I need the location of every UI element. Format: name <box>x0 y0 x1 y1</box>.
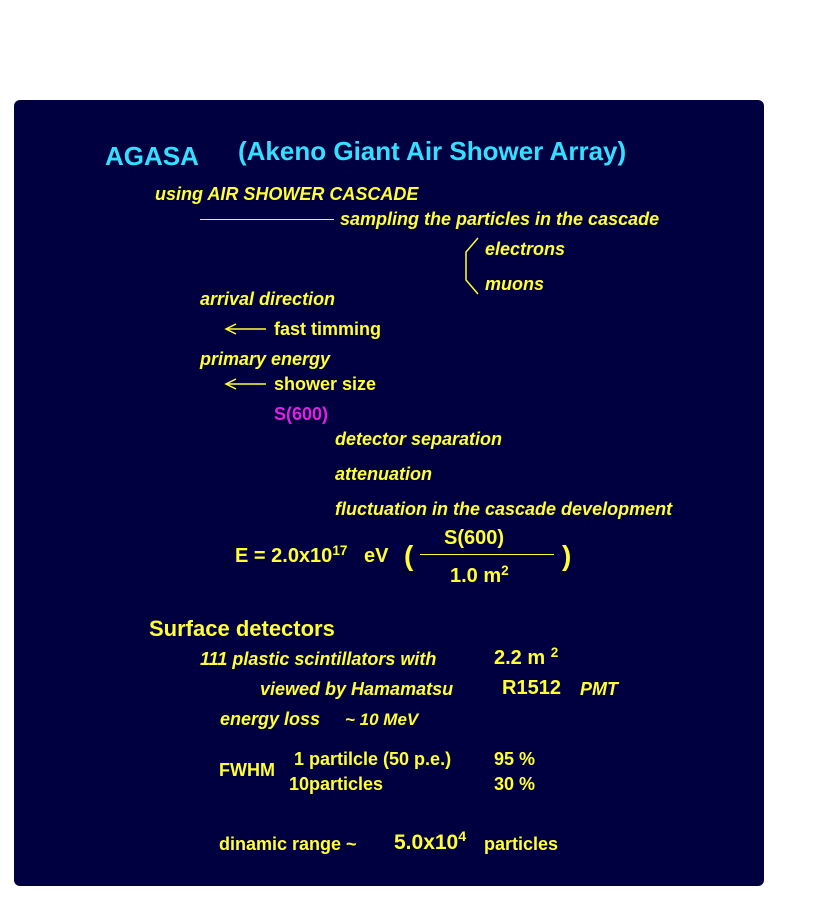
dynamic-range-value: $5.0x10^4$ <box>394 829 467 854</box>
formula-close-paren: ) <box>562 540 572 571</box>
formula-fraction-bar <box>420 554 554 555</box>
particle-electrons: electrons <box>485 239 566 259</box>
formula-exponent: 17 <box>332 542 348 558</box>
energy-loss-value: ~ 10 MeV <box>345 710 419 729</box>
fwhm-condition: 1 partilcle (50 p.e.) <box>294 749 452 769</box>
factor-attenuation: attenuation <box>335 464 432 484</box>
formula-open-paren: ( <box>404 540 414 571</box>
arrow-left-icon <box>224 378 268 390</box>
arrival-method: fast timming <box>274 319 382 339</box>
fwhm-condition: 10particles <box>289 774 384 794</box>
primary-energy-method: shower size <box>274 374 377 394</box>
dynamic-range-unit: particles <box>484 834 559 854</box>
pmt-label: PMT <box>580 679 618 699</box>
formula-unit: eV <box>364 545 389 567</box>
formula-lhs: $E = 2.0x10^{17}$ <box>235 542 348 567</box>
particle-muons: muons <box>485 274 545 294</box>
factor-fluctuation: fluctuation in the cascade development <box>335 499 673 519</box>
title-acronym: AGASA <box>105 141 199 171</box>
formula-denominator-exponent: 2 <box>501 562 509 578</box>
scintillator-area-exponent: 2 <box>550 644 559 660</box>
sampling-line <box>200 219 334 220</box>
arrow-left-icon <box>224 323 268 335</box>
viewed-by-label: viewed by Hamamatsu <box>260 679 454 699</box>
sampling-text: sampling the particles in the cascade <box>340 209 660 229</box>
scintillator-label: 111 plastic scintillators with <box>200 649 437 669</box>
primary-energy-label: primary energy <box>200 349 331 369</box>
surface-detectors-heading: Surface detectors <box>149 616 335 641</box>
fwhm-label: FWHM <box>219 760 275 780</box>
particle-bracket <box>460 236 480 298</box>
fwhm-value: 30 % <box>494 774 536 794</box>
formula-denominator: 1.0 $m^2$ <box>450 562 509 587</box>
formula-numerator: S(600) <box>444 527 505 549</box>
arrival-direction-label: arrival direction <box>200 289 336 309</box>
energy-loss-label: energy loss <box>220 709 321 729</box>
title-full-name: (Akeno Giant Air Shower Array) <box>238 136 627 166</box>
method-heading: using AIR SHOWER CASCADE <box>155 184 419 204</box>
s600-parameter: S(600) <box>274 404 329 424</box>
factor-detector-separation: detector separation <box>335 429 503 449</box>
pmt-model: R1512 <box>502 677 561 699</box>
fwhm-value: 95 % <box>494 749 536 769</box>
dynamic-range-label: dinamic range ~ <box>219 834 357 854</box>
dynamic-range-exponent: 4 <box>458 829 467 846</box>
scintillator-area: 2.2 m $^2$ <box>494 644 559 669</box>
